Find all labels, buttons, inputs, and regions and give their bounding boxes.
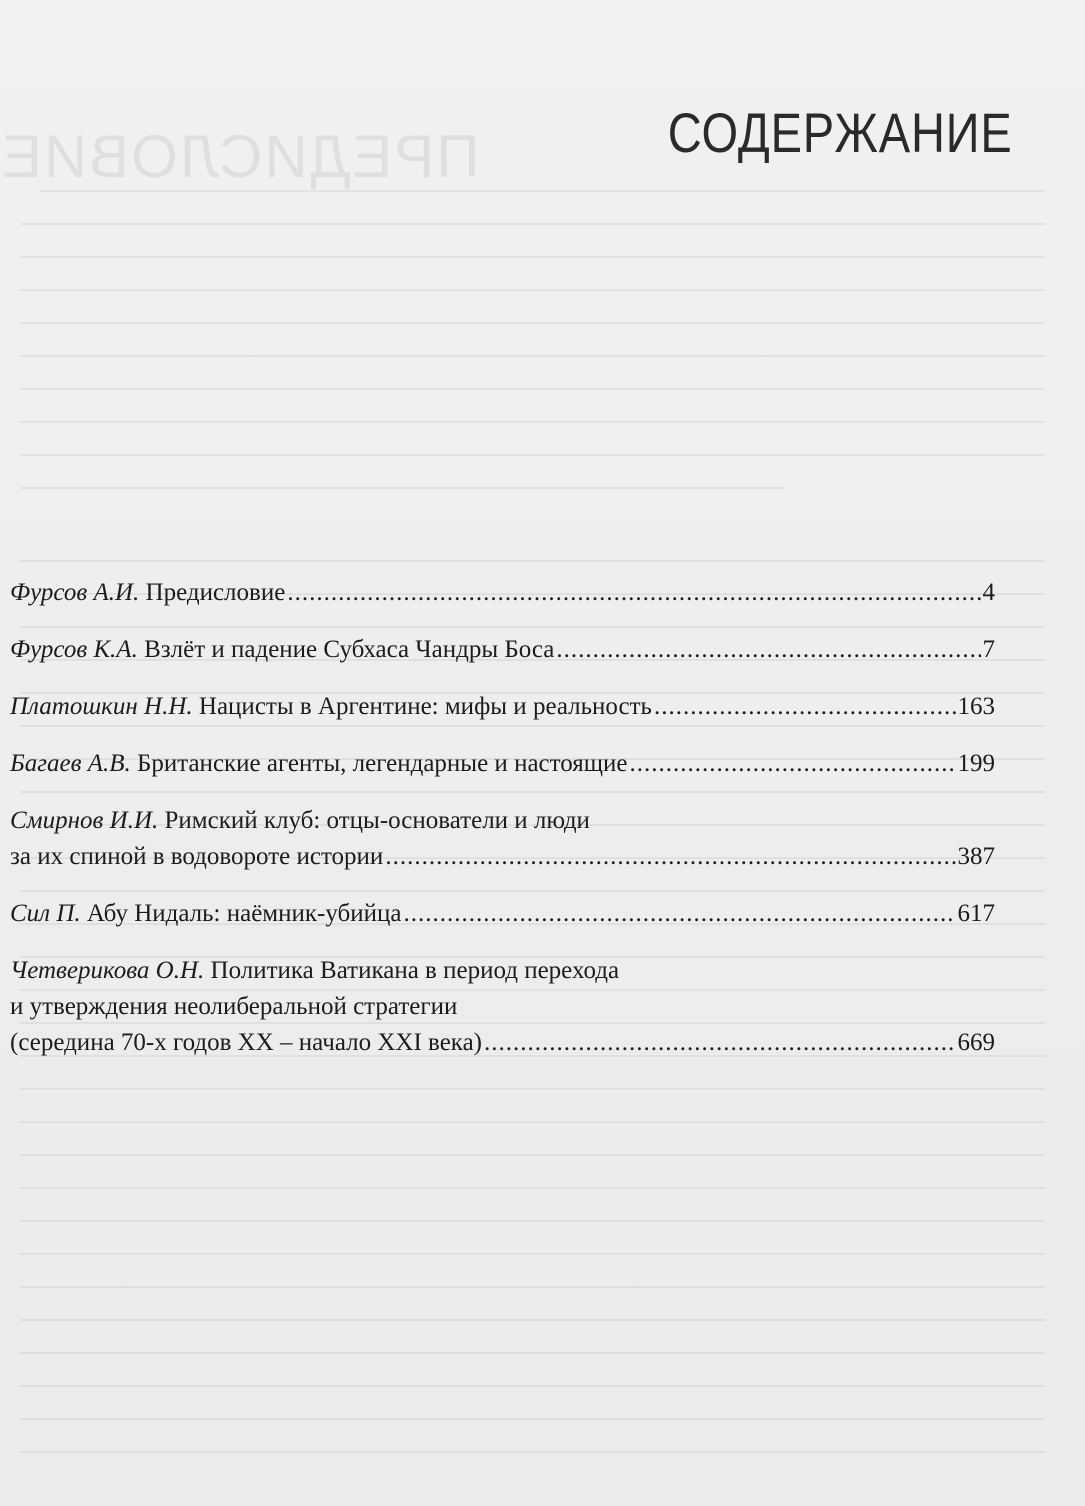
dot-leader: [287, 575, 980, 611]
toc-page-number: 4: [982, 579, 995, 606]
toc-author: Багаев А.В.: [10, 750, 131, 777]
toc-entry-line: [10, 1025, 995, 1061]
dot-leader: [654, 689, 956, 725]
dot-leader: [403, 896, 955, 932]
toc-entry: [10, 632, 995, 668]
toc-title: Британские агенты, легендарные и настоящие: [137, 750, 628, 777]
toc-entry-line: [10, 989, 995, 1025]
toc-entry: [10, 803, 995, 875]
toc-author: Фурсов К.А.: [10, 636, 138, 663]
toc-entry-line: [10, 803, 995, 839]
ghost-text-lines-top: [0, 190, 1085, 520]
toc-title-continued: за их спиной в водовороте истории: [10, 843, 384, 870]
toc-entry-line: [10, 575, 995, 611]
toc-title: Абу Нидаль: наёмник-убийца: [86, 900, 402, 927]
dot-leader: [629, 746, 955, 782]
dot-leader: [385, 839, 955, 875]
toc-page-number: 387: [957, 843, 995, 870]
dot-leader: [484, 1025, 956, 1061]
toc-entry-line: [10, 896, 995, 932]
toc-author: Четверикова О.Н.: [10, 957, 205, 984]
toc-page-number: 669: [957, 1029, 995, 1056]
toc-entry-line: [10, 839, 995, 875]
page-title: СОДЕРЖАНИЕ: [668, 101, 1013, 164]
toc-page-number: 163: [957, 693, 995, 720]
toc-entry-line: [10, 953, 995, 989]
toc-title: Нацисты в Аргентине: мифы и реальность: [198, 693, 652, 720]
toc-entry: [10, 953, 995, 1061]
toc-author: Платошкин Н.Н.: [10, 693, 193, 720]
toc-page-number: 617: [957, 900, 995, 927]
dot-leader: [556, 632, 980, 668]
toc-entry: [10, 896, 995, 932]
table-of-contents: [10, 575, 995, 1081]
toc-entry: [10, 575, 995, 611]
toc-title: Политика Ватикана в период перехода: [210, 957, 620, 984]
toc-page-number: 199: [957, 750, 995, 777]
toc-page-number: 7: [982, 636, 995, 663]
toc-title-continued: и утверждения неолиберальной стратегии: [10, 993, 458, 1020]
toc-entry: [10, 689, 995, 725]
toc-title: Взлёт и падение Субхаса Чандры Боса: [144, 636, 555, 663]
ghost-heading-decoration: ПРЕДИСЛОВИЕ: [0, 123, 480, 190]
toc-author: Смирнов И.И.: [10, 807, 159, 834]
toc-entry-line: [10, 632, 995, 668]
toc-author: Сил П.: [10, 900, 81, 927]
toc-entry-line: [10, 746, 995, 782]
toc-title: Римский клуб: отцы-основатели и люди: [164, 807, 590, 834]
toc-entry-line: [10, 689, 995, 725]
toc-title-continued: (середина 70-х годов XX – начало XXI века): [10, 1029, 482, 1056]
toc-entry: [10, 746, 995, 782]
toc-title: Предисловие: [145, 579, 286, 606]
toc-author: Фурсов А.И.: [10, 579, 140, 606]
